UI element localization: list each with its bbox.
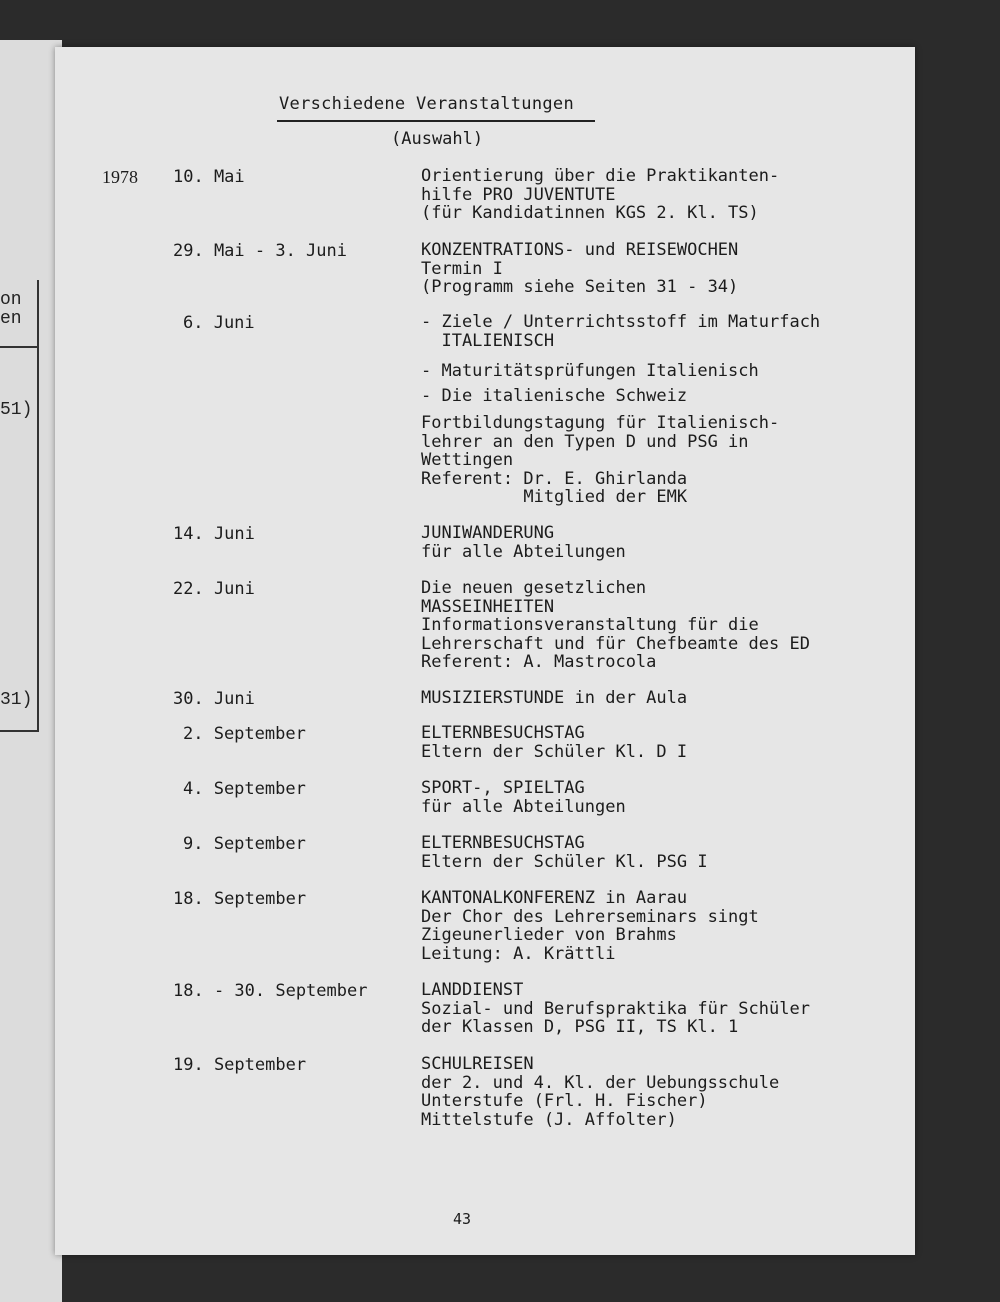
title-underline xyxy=(277,120,595,122)
page-title: Verschiedene Veranstaltungen xyxy=(279,94,574,114)
page-number: 43 xyxy=(453,1210,472,1228)
event-date: 9. September xyxy=(183,834,306,854)
event-description-line: JUNIWANDERUNG xyxy=(421,523,555,543)
event-description-line: Lehrerschaft und für Chefbeamte des ED xyxy=(421,633,810,654)
event-description-line: Eltern der Schüler Kl. PSG I xyxy=(421,851,708,872)
event-description-line: Leitung: A. Krättli xyxy=(421,943,616,964)
event-description-line: für alle Abteilungen xyxy=(421,796,626,817)
event-description-line: Referent: Dr. E. Ghirlanda xyxy=(421,468,688,489)
event-description-line: - Die italienische Schweiz xyxy=(421,386,688,406)
event-description-line: Sozial- und Berufspraktika für Schüler xyxy=(421,998,810,1019)
left-page-edge xyxy=(0,40,62,1302)
event-description-line: - Ziele / Unterrichtsstoff im Maturfach xyxy=(421,312,821,332)
event-description-line: ITALIENISCH xyxy=(421,330,555,351)
event-description xyxy=(421,241,901,297)
event-description xyxy=(421,167,901,223)
event-description-line: Eltern der Schüler Kl. D I xyxy=(421,741,688,762)
left-page-rule xyxy=(0,730,38,732)
event-description-line: KONZENTRATIONS- und REISEWOCHEN xyxy=(421,240,739,260)
event-description-line: (Programm siehe Seiten 31 - 34) xyxy=(421,277,739,297)
event-description-line: Mittelstufe (J. Affolter) xyxy=(421,1109,677,1130)
event-description xyxy=(421,387,901,406)
event-description xyxy=(421,524,901,561)
event-date: 18. September xyxy=(173,889,307,909)
event-description xyxy=(421,724,901,761)
event-description-line: SCHULREISEN xyxy=(421,1054,534,1074)
event-description xyxy=(421,313,901,350)
event-description xyxy=(421,981,901,1037)
document-page xyxy=(55,47,915,1255)
event-description-line: Die neuen gesetzlichen xyxy=(421,578,647,598)
event-description-line: Referent: A. Mastrocola xyxy=(421,652,657,672)
event-date: 14. Juni xyxy=(173,524,255,544)
event-description-line: ELTERNBESUCHSTAG xyxy=(421,833,585,853)
event-description-line: Zigeunerlieder von Brahms xyxy=(421,925,677,945)
event-description xyxy=(421,834,901,871)
event-description-line: hilfe PRO JUVENTUTE xyxy=(421,184,616,205)
left-page-fragment: on xyxy=(0,290,22,310)
event-description-line: Mitglied der EMK xyxy=(421,487,688,507)
event-date: 10. Mai xyxy=(173,167,245,187)
event-description-line: der 2. und 4. Kl. der Uebungsschule xyxy=(421,1072,780,1093)
event-description xyxy=(421,779,901,816)
event-description-line: Wettingen xyxy=(421,450,514,470)
event-description-line: der Klassen D, PSG II, TS Kl. 1 xyxy=(421,1017,739,1037)
event-description xyxy=(421,889,901,963)
event-description-line: ELTERNBESUCHSTAG xyxy=(421,723,585,743)
left-page-rule xyxy=(0,346,38,348)
page-subtitle: (Auswahl) xyxy=(391,129,484,149)
year-label: 1978 xyxy=(102,167,138,187)
event-date: 30. Juni xyxy=(173,689,255,709)
event-description xyxy=(421,1055,901,1129)
left-page-fragment: 51) xyxy=(0,400,33,420)
event-description-line: Der Chor des Lehrerseminars singt xyxy=(421,906,759,927)
event-description-line: MUSIZIERSTUNDE in der Aula xyxy=(421,688,688,708)
event-description-line: - Maturitätsprüfungen Italienisch xyxy=(421,361,759,381)
event-description-line: Fortbildungstagung für Italienisch- xyxy=(421,413,780,433)
event-description-line: für alle Abteilungen xyxy=(421,541,626,562)
event-description-line: KANTONALKONFERENZ in Aarau xyxy=(421,888,688,908)
event-date: 6. Juni xyxy=(183,313,255,333)
left-page-fragment: en xyxy=(0,309,22,329)
event-description-line: Termin I xyxy=(421,258,503,279)
event-description xyxy=(421,689,901,708)
event-date: 2. September xyxy=(183,724,306,744)
event-description-line: lehrer an den Typen D und PSG in xyxy=(421,431,749,452)
event-description xyxy=(421,579,901,672)
event-description-line: MASSEINHEITEN xyxy=(421,596,555,617)
event-date: 22. Juni xyxy=(173,579,255,599)
event-description-line: Unterstufe (Frl. H. Fischer) xyxy=(421,1091,708,1111)
event-description xyxy=(421,414,901,507)
event-date: 4. September xyxy=(183,779,306,799)
left-page-table-border xyxy=(37,280,39,732)
event-description-line: (für Kandidatinnen KGS 2. Kl. TS) xyxy=(421,203,759,223)
event-description-line: SPORT-, SPIELTAG xyxy=(421,778,585,798)
event-description-line: Orientierung über die Praktikanten- xyxy=(421,166,780,186)
event-description xyxy=(421,362,901,381)
left-page-fragment: 31) xyxy=(0,690,33,710)
event-date: 18. - 30. September xyxy=(173,981,368,1001)
event-description-line: LANDDIENST xyxy=(421,980,524,1000)
event-date: 19. September xyxy=(173,1055,307,1075)
event-description-line: Informationsveranstaltung für die xyxy=(421,615,759,635)
event-date: 29. Mai - 3. Juni xyxy=(173,241,347,261)
